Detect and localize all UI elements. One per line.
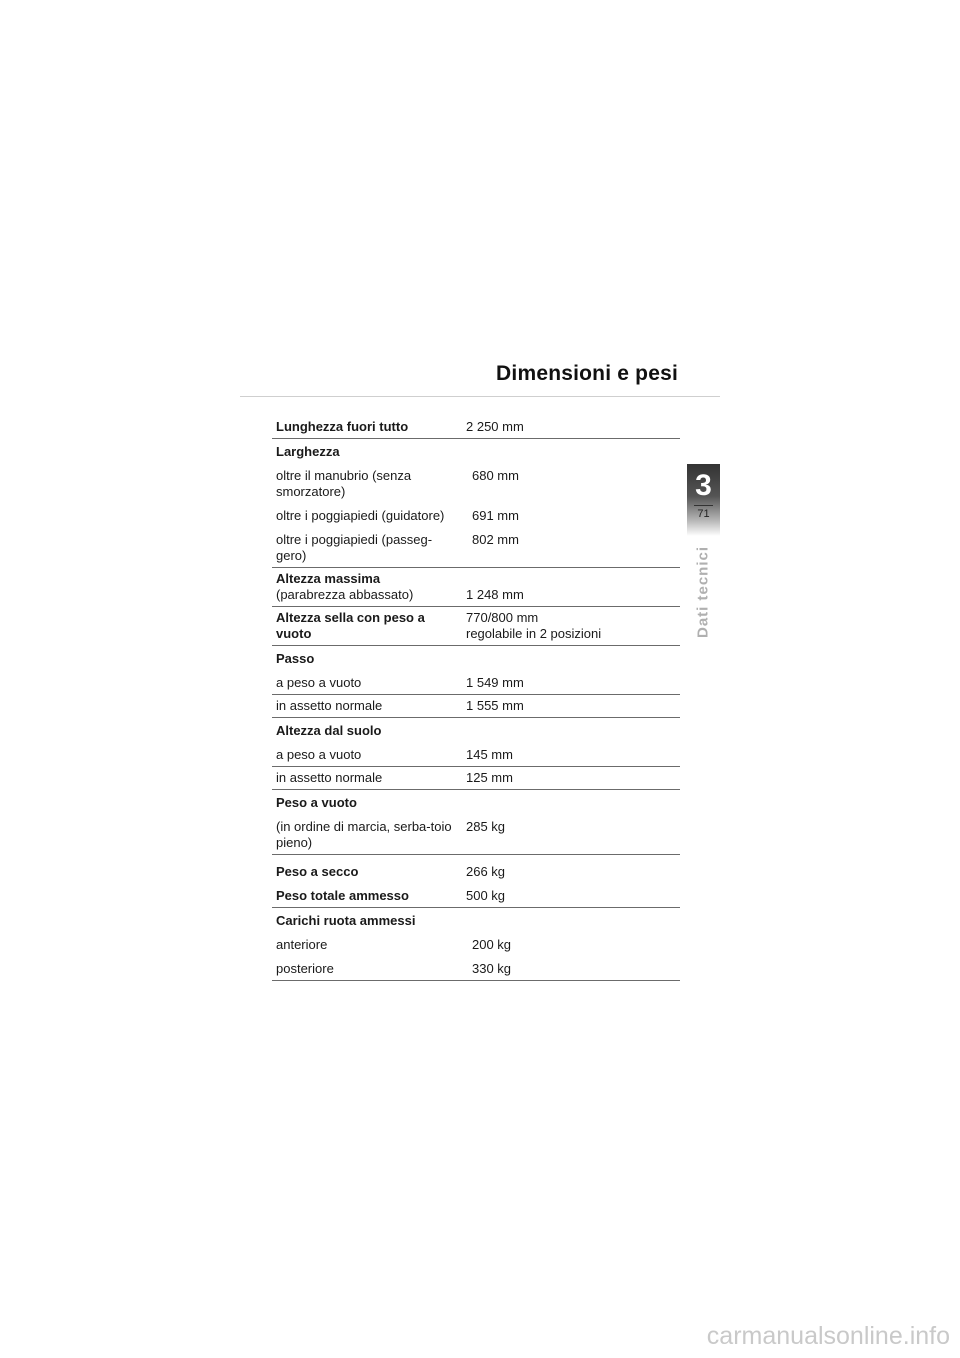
spec-label: Peso totale ammesso [276, 888, 409, 903]
spec-label: oltre i poggiapiedi (guidatore) [276, 508, 445, 523]
spec-label: (parabrezza abbassato) [276, 587, 414, 602]
spec-row-wheelbase-unladen [272, 672, 680, 695]
page-number: 71 [697, 508, 710, 520]
spec-label: a peso a vuoto [276, 675, 362, 690]
spec-label: (in ordine di marcia, serba-toio pieno) [276, 819, 452, 850]
spec-heading-wheel-loads [272, 910, 680, 932]
spec-table [272, 416, 680, 981]
spec-label: oltre il manubrio (senza smorzatore) [276, 468, 412, 499]
spec-value: 2 250 mm [466, 419, 524, 434]
spec-value: 145 mm [466, 747, 513, 762]
spec-heading: Altezza dal suolo [276, 723, 382, 738]
spec-heading-max-height [272, 568, 680, 587]
spec-value: 1 549 mm [466, 675, 524, 690]
spec-value-group [462, 610, 680, 642]
spec-row-length [272, 416, 680, 439]
spec-value: 266 kg [466, 864, 506, 879]
spec-value: 691 mm [472, 508, 519, 523]
spec-row-rear-load [272, 958, 680, 981]
spec-row-gross-weight [272, 885, 680, 908]
spec-label: posteriore [276, 961, 334, 976]
spec-value: 1 555 mm [466, 698, 524, 713]
spec-label: Altezza sella con peso a vuoto [276, 610, 425, 641]
spec-row-width-passenger-pegs [272, 529, 680, 568]
spec-value: 500 kg [466, 888, 506, 903]
spec-label: a peso a vuoto [276, 747, 362, 762]
spec-row-unladen-weight [272, 816, 680, 855]
spec-row-clearance-unladen [272, 744, 680, 767]
title-divider [240, 396, 720, 397]
section-label: Dati tecnici [694, 545, 712, 639]
spec-value: 770/800 mm [466, 610, 539, 625]
spec-heading: Passo [276, 651, 315, 666]
spec-label: Lunghezza fuori tutto [276, 419, 409, 434]
spec-heading: Carichi ruota ammessi [276, 913, 416, 928]
chapter-number: 3 [695, 469, 712, 502]
spec-row-width-handlebar [272, 465, 680, 503]
spec-row-front-load [272, 934, 680, 956]
spec-row-max-height [272, 587, 680, 607]
spec-value: 330 kg [472, 961, 512, 976]
spec-heading: Altezza massima [276, 571, 381, 586]
spec-label: in assetto normale [276, 698, 383, 713]
spec-heading-width [272, 441, 680, 463]
page-title: Dimensioni e pesi [496, 362, 678, 385]
spec-note: regolabile in 2 posizioni [466, 626, 602, 641]
spec-heading: Larghezza [276, 444, 340, 459]
spec-label: oltre i poggiapiedi (passeg-gero) [276, 532, 433, 563]
spec-value: 680 mm [472, 468, 519, 483]
spec-row-wheelbase-normal [272, 695, 680, 718]
spec-value: 802 mm [472, 532, 519, 547]
chapter-divider [694, 505, 713, 506]
spec-row-dry-weight [272, 861, 680, 883]
spec-row-seat-height [272, 607, 680, 646]
spec-heading-wheelbase [272, 648, 680, 670]
spec-label: anteriore [276, 937, 328, 952]
spec-label: in assetto normale [276, 770, 383, 785]
spec-row-width-rider-pegs [272, 505, 680, 527]
spec-value: 285 kg [466, 819, 506, 834]
spec-heading-ground-clearance [272, 720, 680, 742]
spec-row-clearance-normal [272, 767, 680, 790]
spec-value: 125 mm [466, 770, 513, 785]
spec-label: Peso a secco [276, 864, 359, 879]
spec-value: 200 kg [472, 937, 512, 952]
spec-value: 1 248 mm [466, 587, 524, 602]
spec-heading: Peso a vuoto [276, 795, 357, 810]
watermark: carmanualsonline.info [706, 1322, 950, 1350]
spec-heading-unladen-weight [272, 792, 680, 814]
